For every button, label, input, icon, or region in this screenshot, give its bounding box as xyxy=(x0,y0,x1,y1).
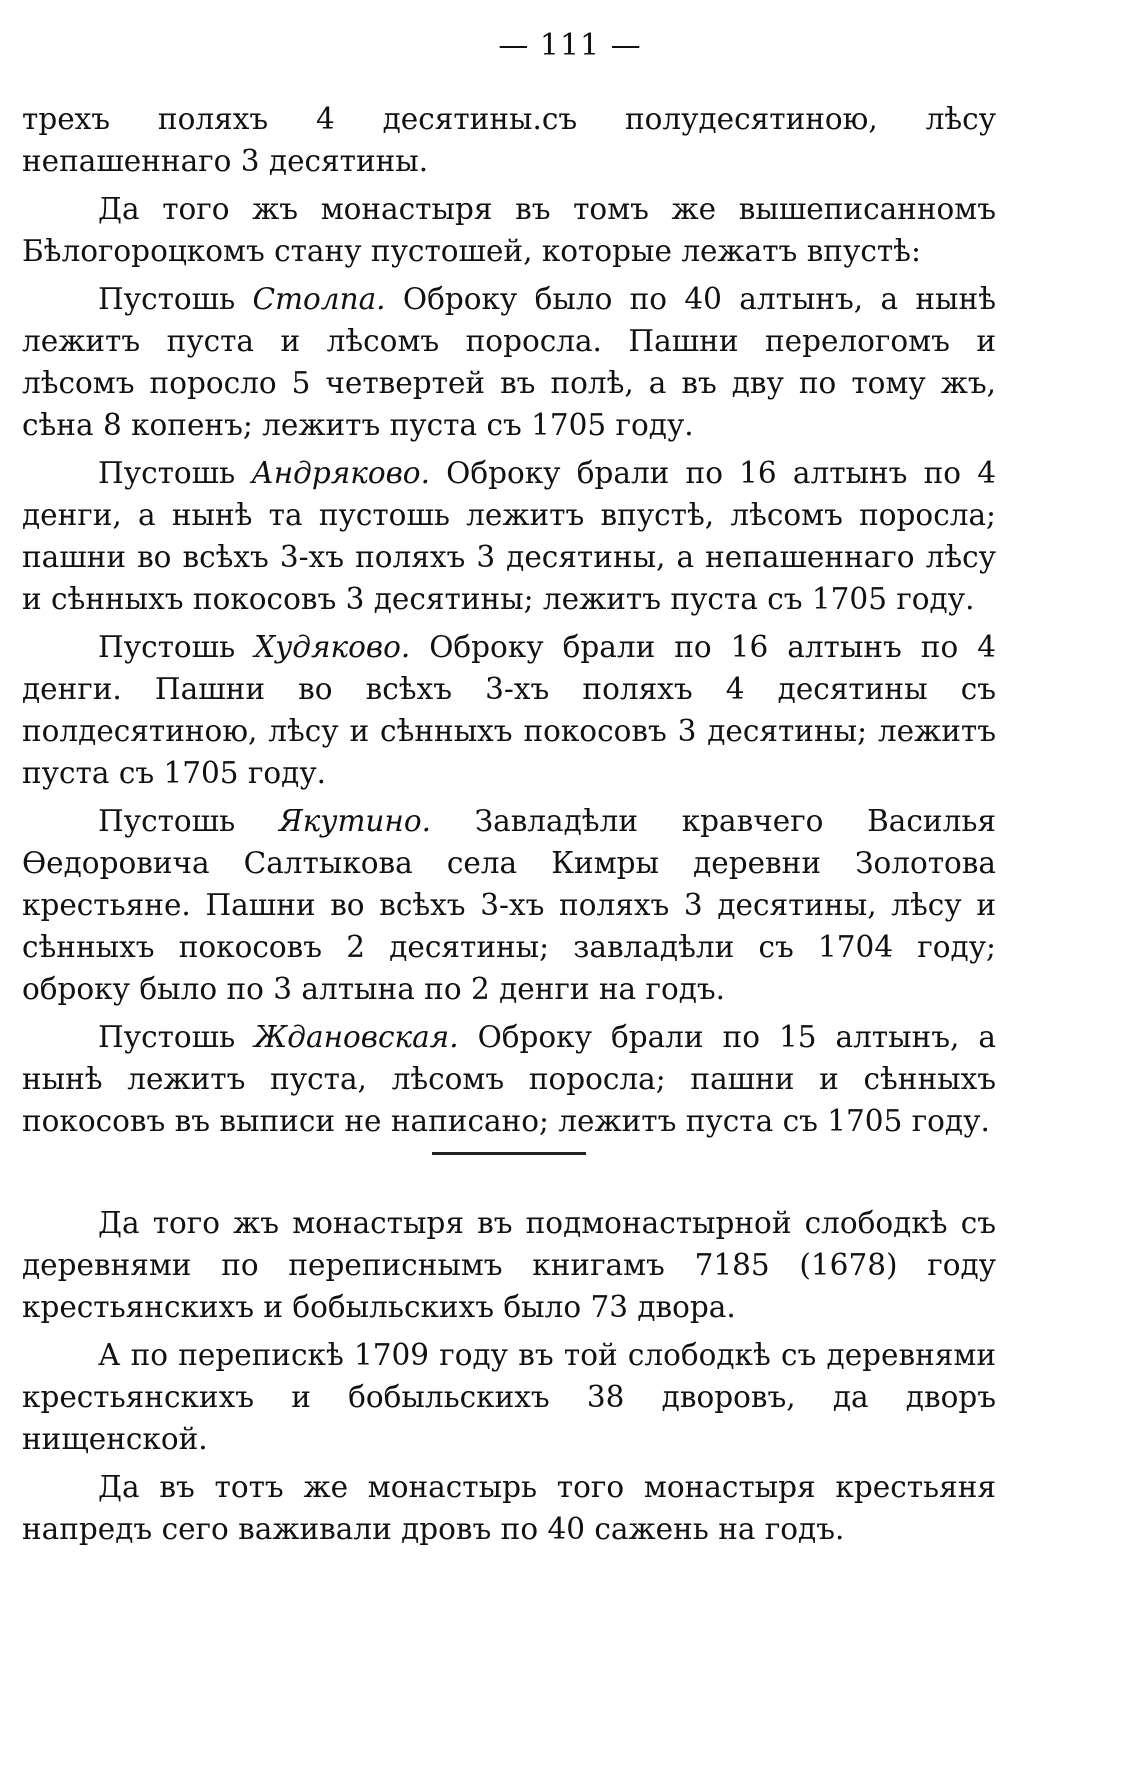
place-name: Худяково. xyxy=(254,630,411,664)
paragraph-firewood: Да въ тотъ же монастырь того монастыря крестьяня напредъ сего важивали дровъ по 40 сажень на годъ. xyxy=(22,1470,996,1546)
place-name: Столпа. xyxy=(252,282,386,316)
paragraph-khudyakovo: Пустошь Худяково. Оброку брали по 16 алтынъ по 4 денги. Пашни во всѣхъ 3-хъ поляхъ 4 десятины съ полдесятиною, лѣсу и сѣнныхъ покосовъ 3 десятины; лежитъ пуста съ 1705 году. xyxy=(22,630,996,790)
place-name: Андряково. xyxy=(251,456,430,490)
section-divider xyxy=(432,1152,586,1155)
paragraph-sloboda-1678: Да того жъ монастыря въ подмонастырной слободкѣ съ деревнями по переписнымъ книгамъ 7185 (1678) году крестьянскихъ и бобыльскихъ было 73 двора. xyxy=(22,1206,996,1324)
paragraph-continuation: трехъ поляхъ 4 десятины.съ полудесятиною, лѣсу непашеннаго 3 десятины. xyxy=(22,102,996,178)
paragraph-intro: Да того жъ монастыря въ томъ же вышеписанномъ Бѣлогороцкомъ стану пустошей, которые лежатъ впустѣ: xyxy=(22,192,996,268)
section-sloboda xyxy=(22,1202,996,1550)
paragraph-andryakovo: Пустошь Андряково. Оброку брали по 16 алтынъ по 4 денги, а нынѣ та пустошь лежитъ впустѣ, лѣсомъ поросла; пашни во всѣхъ 3-хъ поляхъ 3 десятины, а непашеннаго лѣсу и сѣнныхъ покосовъ 3 десятины; лежитъ пуста съ 1705 году. xyxy=(22,456,996,616)
place-name: Якутино. xyxy=(278,804,432,838)
place-name: Ждановская. xyxy=(254,1020,459,1054)
paragraph-zhdanovskaya: Пустошь Ждановская. Оброку брали по 15 алтынъ, а нынѣ лежитъ пуста, лѣсомъ поросла; пашни и сѣнныхъ покосовъ въ выписи не написано; лежитъ пуста съ 1705 году. xyxy=(22,1020,996,1138)
section-wastelands xyxy=(22,98,996,1142)
page-number: — 111 — xyxy=(498,28,642,63)
paragraph-sloboda-1709: А по перепискѣ 1709 году въ той слободкѣ съ деревнями крестьянскихъ и бобыльскихъ 38 дворовъ, да дворъ нищенской. xyxy=(22,1338,996,1456)
paragraph-yakutino: Пустошь Якутино. Завладѣли кравчего Василья Өедоровича Салтыкова села Кимры деревни Золотова крестьяне. Пашни во всѣхъ 3-хъ поляхъ 3 десятины, лѣсу и сѣнныхъ покосовъ 2 десятины; завладѣли съ 1704 году; оброку было по 3 алтына по 2 денги на годъ. xyxy=(22,804,996,1006)
paragraph-stolpa: Пустошь Столпа. Оброку было по 40 алтынъ, а нынѣ лежитъ пуста и лѣсомъ поросла. Пашни перелогомъ и лѣсомъ поросло 5 четвертей въ полѣ, а въ дву по тому жъ, сѣна 8 копенъ; лежитъ пуста съ 1705 году. xyxy=(22,282,996,442)
